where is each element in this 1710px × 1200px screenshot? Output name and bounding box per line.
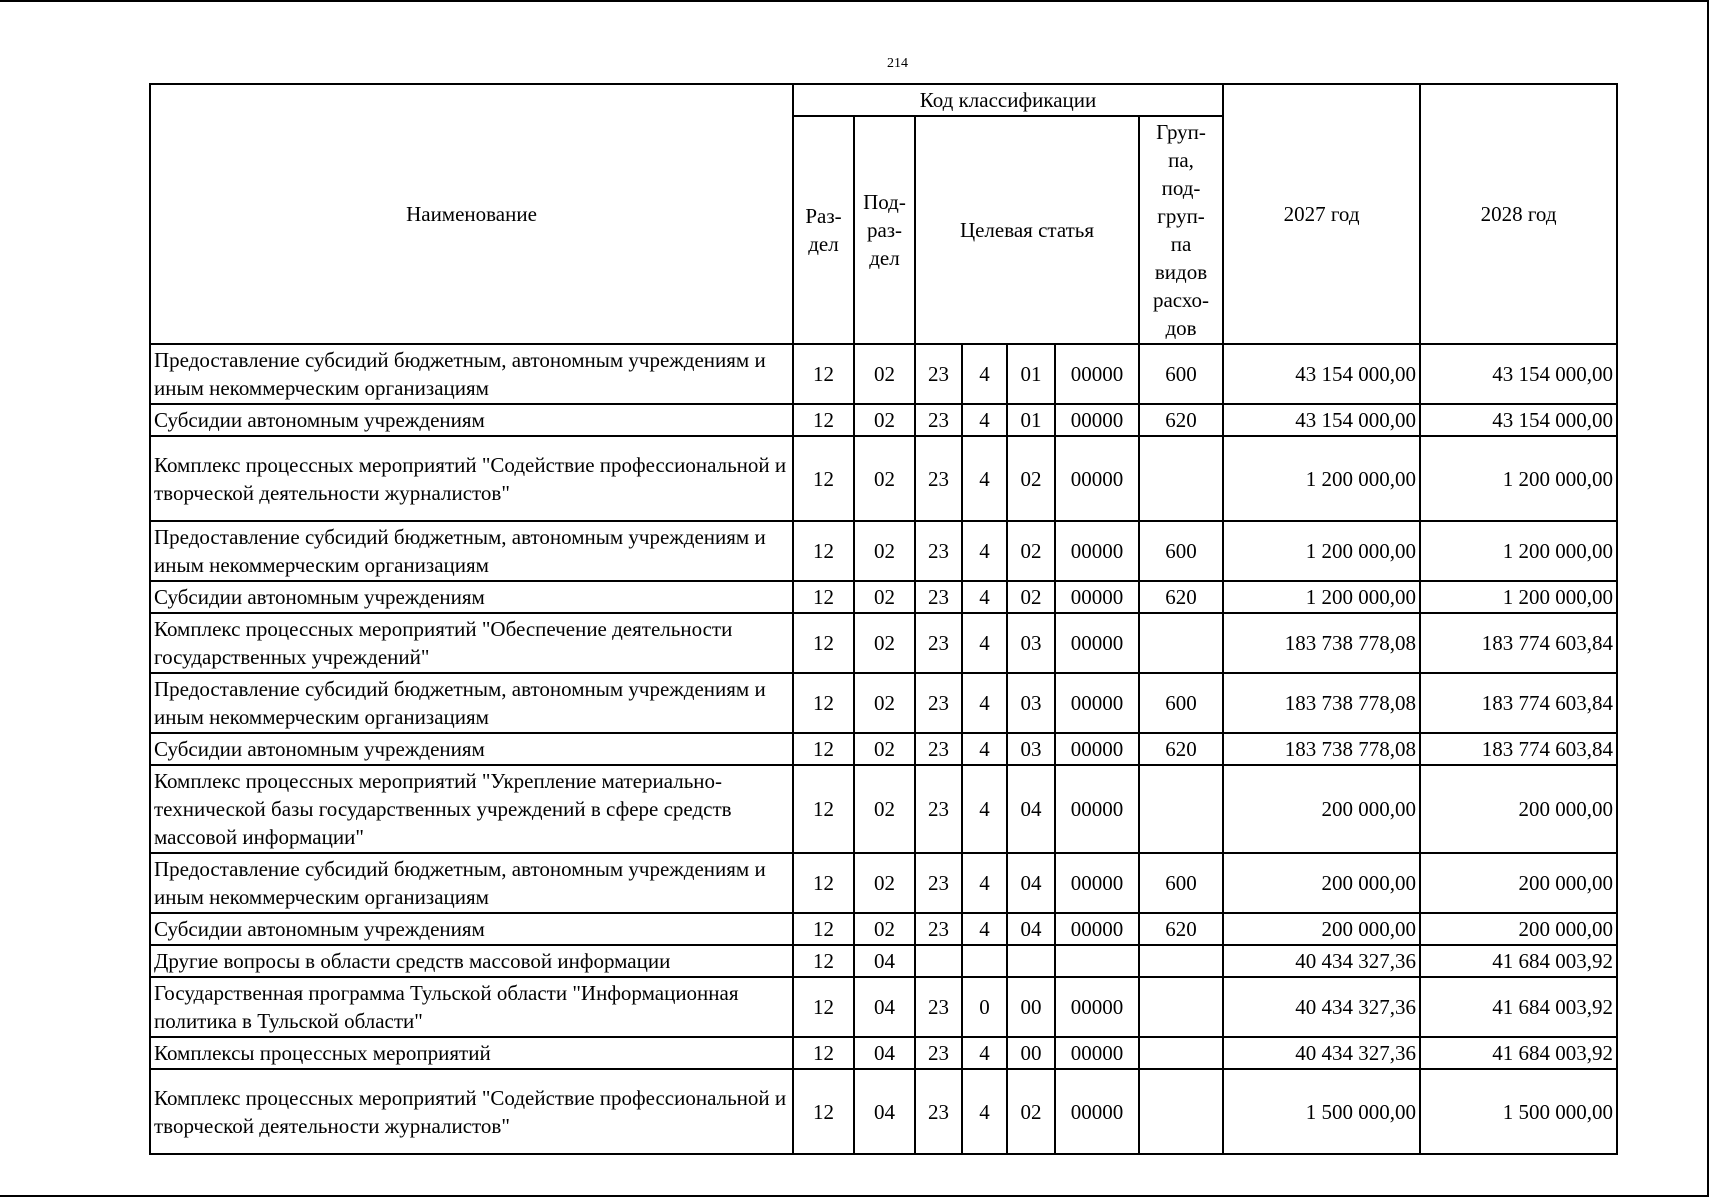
row-name: Комплекс процессных мероприятий "Укрепление материально-технической базы государственных учреждений в сфере средств массовой информации"	[150, 765, 793, 853]
table-row	[150, 344, 1617, 404]
row-target-type: 4	[962, 673, 1007, 733]
row-amount-2027: 1 200 000,00	[1223, 521, 1420, 581]
row-target-direction: 00000	[1055, 733, 1139, 765]
row-subsection: 02	[854, 613, 915, 673]
row-target-program: 23	[915, 1069, 962, 1154]
row-target-structural: 04	[1007, 853, 1055, 913]
header-subsection: Под- раз- дел	[854, 116, 915, 344]
row-target-direction: 00000	[1055, 404, 1139, 436]
row-subsection: 02	[854, 344, 915, 404]
row-amount-2027: 200 000,00	[1223, 765, 1420, 853]
row-target-program	[915, 945, 962, 977]
table-row	[150, 613, 1617, 673]
row-target-type: 4	[962, 853, 1007, 913]
row-target-program: 23	[915, 436, 962, 521]
row-name: Предоставление субсидий бюджетным, автономным учреждениям и иным некоммерческим организациям	[150, 344, 793, 404]
table-row	[150, 581, 1617, 613]
row-expense-group: 600	[1139, 521, 1223, 581]
row-amount-2028: 1 200 000,00	[1420, 581, 1617, 613]
row-target-type: 4	[962, 765, 1007, 853]
row-target-direction: 00000	[1055, 581, 1139, 613]
row-target-type: 4	[962, 436, 1007, 521]
row-target-program: 23	[915, 521, 962, 581]
row-amount-2027: 1 200 000,00	[1223, 436, 1420, 521]
row-name: Субсидии автономным учреждениям	[150, 404, 793, 436]
row-expense-group: 620	[1139, 581, 1223, 613]
row-subsection: 02	[854, 673, 915, 733]
table-row	[150, 765, 1617, 853]
header-name: Наименование	[150, 84, 793, 344]
row-name: Предоставление субсидий бюджетным, автономным учреждениям и иным некоммерческим организациям	[150, 521, 793, 581]
row-name: Субсидии автономным учреждениям	[150, 733, 793, 765]
row-target-program: 23	[915, 344, 962, 404]
row-target-type	[962, 945, 1007, 977]
row-amount-2028: 183 774 603,84	[1420, 673, 1617, 733]
row-target-type: 4	[962, 1069, 1007, 1154]
row-amount-2027: 1 500 000,00	[1223, 1069, 1420, 1154]
row-subsection: 02	[854, 521, 915, 581]
row-section: 12	[793, 613, 854, 673]
row-amount-2028: 43 154 000,00	[1420, 344, 1617, 404]
row-target-structural: 01	[1007, 404, 1055, 436]
header-year-2027: 2027 год	[1223, 84, 1420, 344]
row-subsection: 04	[854, 977, 915, 1037]
table-row	[150, 913, 1617, 945]
row-target-program: 23	[915, 853, 962, 913]
row-amount-2028: 1 500 000,00	[1420, 1069, 1617, 1154]
table-row	[150, 733, 1617, 765]
row-target-type: 4	[962, 344, 1007, 404]
row-target-direction: 00000	[1055, 673, 1139, 733]
row-target-direction: 00000	[1055, 521, 1139, 581]
row-target-structural: 03	[1007, 613, 1055, 673]
row-amount-2027: 40 434 327,36	[1223, 977, 1420, 1037]
row-target-program: 23	[915, 673, 962, 733]
table-row	[150, 1037, 1617, 1069]
row-target-direction: 00000	[1055, 913, 1139, 945]
row-target-type: 4	[962, 581, 1007, 613]
table-row	[150, 673, 1617, 733]
row-target-direction: 00000	[1055, 613, 1139, 673]
row-subsection: 02	[854, 853, 915, 913]
row-name: Субсидии автономным учреждениям	[150, 913, 793, 945]
row-section: 12	[793, 436, 854, 521]
table-row	[150, 521, 1617, 581]
row-target-structural	[1007, 945, 1055, 977]
row-name: Предоставление субсидий бюджетным, автономным учреждениям и иным некоммерческим организациям	[150, 853, 793, 913]
row-section: 12	[793, 404, 854, 436]
row-target-direction: 00000	[1055, 1069, 1139, 1154]
row-amount-2027: 43 154 000,00	[1223, 344, 1420, 404]
row-target-direction: 00000	[1055, 977, 1139, 1037]
row-section: 12	[793, 853, 854, 913]
row-name: Комплекс процессных мероприятий "Обеспечение деятельности государственных учреждений"	[150, 613, 793, 673]
row-target-direction: 00000	[1055, 1037, 1139, 1069]
row-expense-group: 600	[1139, 673, 1223, 733]
row-target-structural: 04	[1007, 765, 1055, 853]
row-name: Государственная программа Тульской области "Информационная политика в Тульской области"	[150, 977, 793, 1037]
row-name: Комплексы процессных мероприятий	[150, 1037, 793, 1069]
row-section: 12	[793, 945, 854, 977]
row-target-direction: 00000	[1055, 436, 1139, 521]
row-target-direction: 00000	[1055, 765, 1139, 853]
row-expense-group	[1139, 1069, 1223, 1154]
row-amount-2028: 41 684 003,92	[1420, 945, 1617, 977]
row-target-structural: 02	[1007, 581, 1055, 613]
row-target-type: 4	[962, 913, 1007, 945]
row-subsection: 02	[854, 733, 915, 765]
row-target-structural: 00	[1007, 1037, 1055, 1069]
row-name: Комплекс процессных мероприятий "Содействие профессиональной и творческой деятельности журналистов"	[150, 436, 793, 521]
row-target-structural: 03	[1007, 733, 1055, 765]
row-subsection: 04	[854, 1037, 915, 1069]
row-target-program: 23	[915, 1037, 962, 1069]
row-expense-group	[1139, 945, 1223, 977]
page-number: 214	[887, 56, 908, 71]
row-target-program: 23	[915, 733, 962, 765]
row-name: Предоставление субсидий бюджетным, автономным учреждениям и иным некоммерческим организациям	[150, 673, 793, 733]
row-subsection: 02	[854, 913, 915, 945]
row-amount-2028: 200 000,00	[1420, 765, 1617, 853]
row-expense-group	[1139, 765, 1223, 853]
row-expense-group: 600	[1139, 344, 1223, 404]
row-name: Другие вопросы в области средств массовой информации	[150, 945, 793, 977]
row-subsection: 02	[854, 581, 915, 613]
budget-table	[149, 83, 1618, 1155]
row-section: 12	[793, 521, 854, 581]
row-target-structural: 01	[1007, 344, 1055, 404]
row-target-program: 23	[915, 581, 962, 613]
row-target-type: 4	[962, 521, 1007, 581]
row-expense-group	[1139, 436, 1223, 521]
row-subsection: 02	[854, 436, 915, 521]
row-amount-2027: 183 738 778,08	[1223, 613, 1420, 673]
row-amount-2028: 1 200 000,00	[1420, 436, 1617, 521]
row-section: 12	[793, 733, 854, 765]
header-section: Раз- дел	[793, 116, 854, 344]
header-expense-group: Груп- па, под- груп- па видов расхо- дов	[1139, 116, 1223, 344]
row-amount-2027: 200 000,00	[1223, 853, 1420, 913]
row-target-type: 4	[962, 613, 1007, 673]
row-target-program: 23	[915, 765, 962, 853]
row-target-type: 4	[962, 404, 1007, 436]
row-section: 12	[793, 581, 854, 613]
row-section: 12	[793, 673, 854, 733]
row-section: 12	[793, 913, 854, 945]
header-year-2028: 2028 год	[1420, 84, 1617, 344]
row-target-program: 23	[915, 913, 962, 945]
table-row	[150, 945, 1617, 977]
row-amount-2027: 200 000,00	[1223, 913, 1420, 945]
row-amount-2027: 43 154 000,00	[1223, 404, 1420, 436]
row-target-type: 0	[962, 977, 1007, 1037]
row-expense-group	[1139, 977, 1223, 1037]
row-expense-group: 620	[1139, 913, 1223, 945]
row-amount-2028: 183 774 603,84	[1420, 733, 1617, 765]
row-target-direction: 00000	[1055, 853, 1139, 913]
table-row	[150, 853, 1617, 913]
row-amount-2028: 41 684 003,92	[1420, 1037, 1617, 1069]
row-subsection: 04	[854, 945, 915, 977]
row-target-structural: 00	[1007, 977, 1055, 1037]
row-target-program: 23	[915, 404, 962, 436]
row-expense-group: 620	[1139, 404, 1223, 436]
row-target-structural: 04	[1007, 913, 1055, 945]
row-target-structural: 02	[1007, 1069, 1055, 1154]
row-amount-2028: 200 000,00	[1420, 853, 1617, 913]
header-target-article: Целевая статья	[915, 116, 1139, 344]
row-section: 12	[793, 344, 854, 404]
header-code-group: Код классификации	[793, 84, 1223, 116]
row-subsection: 02	[854, 765, 915, 853]
row-amount-2027: 40 434 327,36	[1223, 945, 1420, 977]
row-expense-group	[1139, 1037, 1223, 1069]
table-row	[150, 1069, 1617, 1154]
row-target-direction: 00000	[1055, 344, 1139, 404]
row-amount-2027: 1 200 000,00	[1223, 581, 1420, 613]
row-target-program: 23	[915, 977, 962, 1037]
row-expense-group	[1139, 613, 1223, 673]
row-subsection: 02	[854, 404, 915, 436]
row-amount-2027: 183 738 778,08	[1223, 673, 1420, 733]
row-amount-2028: 200 000,00	[1420, 913, 1617, 945]
table-row	[150, 404, 1617, 436]
row-target-structural: 02	[1007, 436, 1055, 521]
row-target-structural: 02	[1007, 521, 1055, 581]
row-name: Субсидии автономным учреждениям	[150, 581, 793, 613]
row-section: 12	[793, 1037, 854, 1069]
row-expense-group: 600	[1139, 853, 1223, 913]
row-subsection: 04	[854, 1069, 915, 1154]
row-section: 12	[793, 765, 854, 853]
row-target-type: 4	[962, 1037, 1007, 1069]
table-row	[150, 436, 1617, 521]
row-section: 12	[793, 1069, 854, 1154]
row-amount-2027: 40 434 327,36	[1223, 1037, 1420, 1069]
row-target-program: 23	[915, 613, 962, 673]
row-amount-2028: 1 200 000,00	[1420, 521, 1617, 581]
table-row	[150, 977, 1617, 1037]
row-target-structural: 03	[1007, 673, 1055, 733]
row-amount-2028: 43 154 000,00	[1420, 404, 1617, 436]
row-amount-2027: 183 738 778,08	[1223, 733, 1420, 765]
row-amount-2028: 183 774 603,84	[1420, 613, 1617, 673]
table-body	[150, 344, 1617, 1154]
row-name: Комплекс процессных мероприятий "Содействие профессиональной и творческой деятельности журналистов"	[150, 1069, 793, 1154]
row-amount-2028: 41 684 003,92	[1420, 977, 1617, 1037]
row-target-direction	[1055, 945, 1139, 977]
row-section: 12	[793, 977, 854, 1037]
row-target-type: 4	[962, 733, 1007, 765]
row-expense-group: 620	[1139, 733, 1223, 765]
table-header	[150, 84, 1617, 344]
